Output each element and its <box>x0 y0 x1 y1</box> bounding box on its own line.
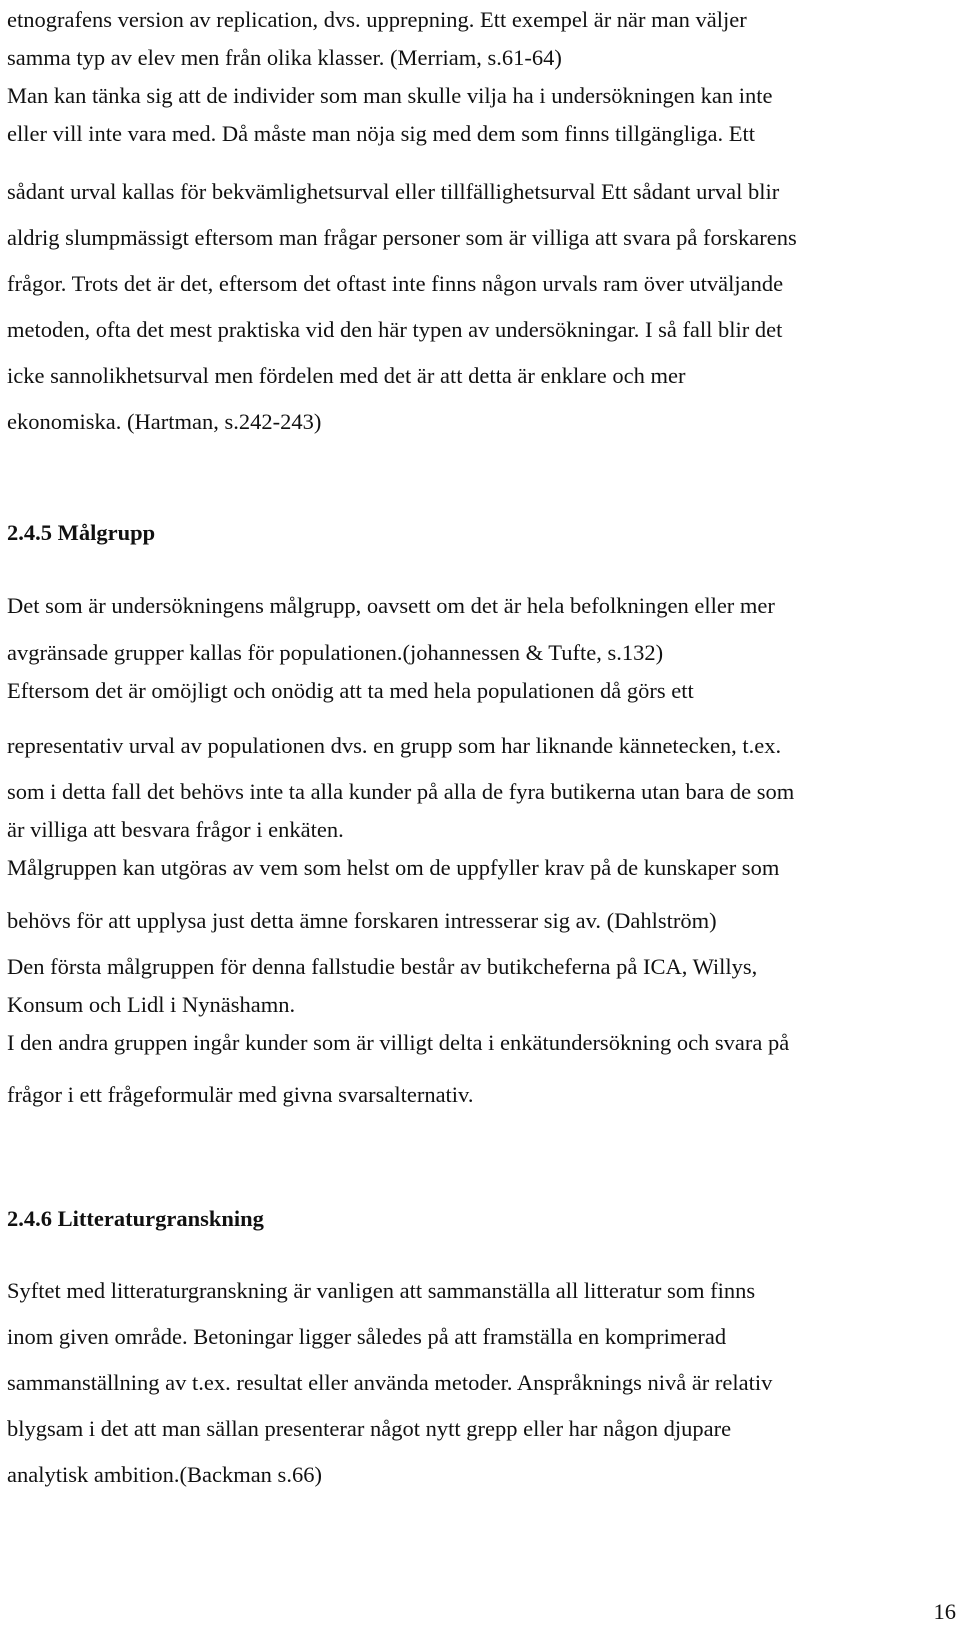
text-line: icke sannolikhetsurval men fördelen med det är att detta är enklare och mer <box>7 363 686 388</box>
text-line: I den andra gruppen ingår kunder som är villigt delta i enkätundersökning och svara på <box>7 1030 790 1055</box>
paragraph-target-group <box>7 583 953 629</box>
text-line: Målgruppen kan utgöras av vem som helst om de uppfyller krav på de kunskaper som <box>7 855 780 880</box>
section-heading-malgrupp: 2.4.5 Målgrupp <box>7 520 156 545</box>
text-line: Syftet med litteraturgranskning är vanligen att sammanställa all litteratur som finns <box>7 1278 756 1303</box>
text-line: frågor. Trots det är det, eftersom det oftast inte finns någon urvals ram över utväljande <box>7 271 784 296</box>
text-line: sådant urval kallas för bekvämlighetsurval eller tillfällighetsurval Ett sådant urval blir <box>7 179 780 204</box>
text-line: representativ urval av populationen dvs. en grupp som har liknande kännetecken, t.ex. <box>7 733 782 758</box>
text-line: Man kan tänka sig att de individer som man skulle vilja ha i undersökningen kan inte <box>7 83 773 108</box>
section-heading-litteraturgranskning: 2.4.6 Litteraturgranskning <box>7 1206 264 1231</box>
text-line: etnografens version av replication, dvs. upprepning. Ett exempel är när man väljer <box>7 7 747 32</box>
paragraph-target-group-cont <box>7 634 953 710</box>
text-line: metoden, ofta det mest praktiska vid den här typen av undersökningar. I så fall blir det <box>7 317 783 342</box>
text-line: inom given område. Betoningar ligger således på att framställa en komprimerad <box>7 1324 727 1349</box>
text-line: är villiga att besvara frågor i enkäten. <box>7 817 344 842</box>
paragraph-target-group-definition <box>7 811 953 887</box>
paragraph-convenience-sampling <box>7 169 953 445</box>
paragraph-target-group-knowledge <box>7 898 953 990</box>
text-line: som i detta fall det behövs inte ta alla kunder på alla de fyra butikerna utan bara de som <box>7 779 795 804</box>
text-line: Det som är undersökningens målgrupp, oavsett om det är hela befolkningen eller mer <box>7 593 775 618</box>
paragraph-literature-review <box>7 1268 953 1498</box>
paragraph-second-target-group <box>7 1072 953 1118</box>
text-line: Eftersom det är omöjligt och onödig att ta med hela populationen då görs ett <box>7 678 694 703</box>
text-line: behövs för att upplysa just detta ämne forskaren intresserar sig av. (Dahlström) <box>7 908 717 933</box>
text-line: Konsum och Lidl i Nynäshamn. <box>7 992 296 1017</box>
paragraph-representative-sample <box>7 723 953 815</box>
text-line: sammanställning av t.ex. resultat eller använda metoder. Anspråknings nivå är relativ <box>7 1370 773 1395</box>
text-line: ekonomiska. (Hartman, s.242-243) <box>7 409 322 434</box>
text-line: analytisk ambition.(Backman s.66) <box>7 1462 322 1487</box>
paragraph-first-target-group <box>7 986 953 1062</box>
text-line: avgränsade grupper kallas för populationen.(johannessen & Tufte, s.132) <box>7 640 664 665</box>
text-line: Den första målgruppen för denna fallstudie består av butikcheferna på ICA, Willys, <box>7 954 758 979</box>
text-line: blygsam i det att man sällan presenterar något nytt grepp eller har någon djupare <box>7 1416 732 1441</box>
page-number: 16 <box>933 1599 956 1624</box>
text-line: aldrig slumpmässigt eftersom man frågar personer som är villiga att svara på forskarens <box>7 225 797 250</box>
text-line: eller vill inte vara med. Då måste man nöja sig med dem som finns tillgängliga. Ett <box>7 121 755 146</box>
text-line: frågor i ett frågeformulär med givna svarsalternativ. <box>7 1082 474 1107</box>
text-line: samma typ av elev men från olika klasser. (Merriam, s.61-64) <box>7 45 562 70</box>
paragraph-sampling-intro <box>7 1 953 153</box>
